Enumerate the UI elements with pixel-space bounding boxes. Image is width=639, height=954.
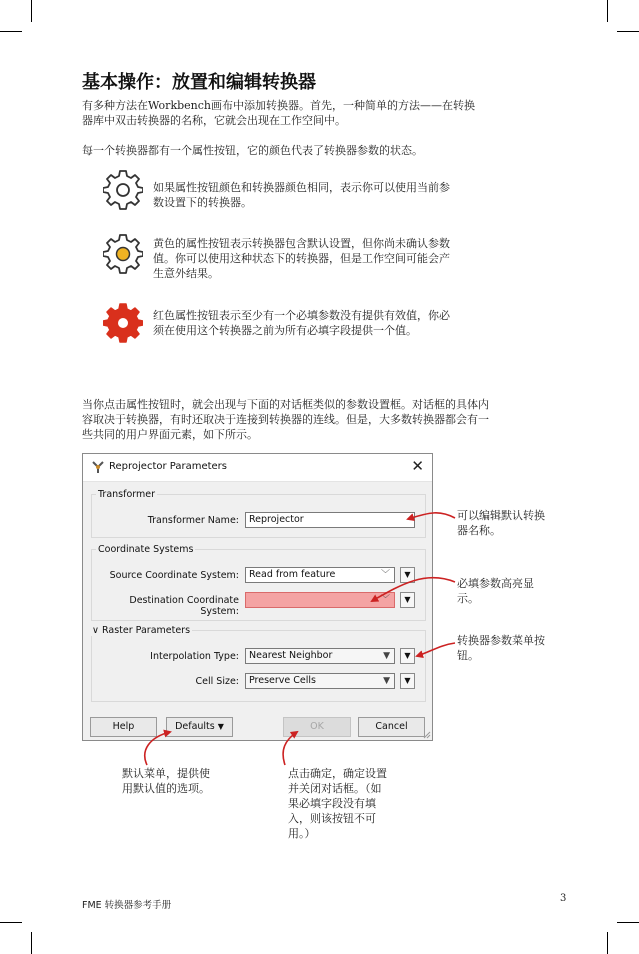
dropdown-arrow-icon: ▼ (217, 722, 224, 731)
bullet-text: 红色属性按钮表示至少有一个必填参数没有提供有效值，你必 须在使用这个转换器之前为所有必填字段提供一个值。 (153, 309, 450, 337)
cell-size-label: Cell Size: (195, 676, 239, 687)
source-coordinate-label: Source Coordinate System: (109, 570, 239, 581)
crop-mark (617, 922, 639, 923)
gear-red-icon (103, 303, 143, 343)
close-icon[interactable]: ✕ (411, 457, 424, 475)
annotation-defaults: 默认菜单，提供使 用默认值的选项。 (122, 767, 210, 795)
annotation-ok: 点击确定，确定设置 并关闭对话框。（如 果必填字段没有填 入，则该按钮不可 用。） (288, 767, 387, 840)
annotation-edit-name: 可以编辑默认转换 器名称。 (457, 509, 545, 537)
cell-size-menu-button[interactable]: ▼ (400, 673, 415, 689)
page-number: 3 (560, 893, 567, 904)
dialog-title: Reprojector Parameters (109, 461, 228, 472)
interpolation-label: Interpolation Type: (150, 651, 239, 662)
crop-mark (31, 932, 32, 954)
gear-yellow-icon (103, 234, 143, 274)
crop-mark (0, 922, 22, 923)
ok-button[interactable]: OK (283, 717, 351, 737)
intro-line: 器库中双击转换器的名称，它就会出现在工作空间中。 (82, 114, 346, 127)
footer-title: FME 转换器参考手册 (82, 900, 172, 911)
gear-outline-icon (103, 170, 143, 210)
cancel-button[interactable]: Cancel (358, 717, 425, 737)
crop-mark (617, 31, 639, 32)
dialog-titlebar (83, 454, 432, 482)
destination-coordinate-select[interactable] (245, 592, 395, 608)
intro-line: 有多种方法在Workbench画布中添加转换器。首先，一种简单的方法——在转换 (82, 99, 475, 112)
reprojector-app-icon (91, 460, 105, 474)
crop-mark (31, 0, 32, 22)
interpolation-menu-button[interactable]: ▼ (400, 648, 415, 664)
interpolation-select[interactable]: Nearest Neighbor ▼ (245, 648, 395, 664)
dialog-intro: 当你点击属性按钮时，就会出现与下面的对话框类似的参数设置框。对话框的具体内 容取决于转换器，有时还取决于连接到转换器的连线。但是，大多数转换器都会有一 些共同的用户界面元素，如下所示。 (82, 398, 489, 441)
crop-mark (0, 31, 22, 32)
group-label[interactable]: ∨ Raster Parameters (92, 625, 191, 636)
help-button[interactable]: Help (90, 717, 157, 737)
bullet-text: 如果属性按钮颜色和转换器颜色相同，表示你可以使用当前参 数设置下的转换器。 (153, 181, 450, 209)
annotation-required: 必填参数高亮显 示。 (457, 577, 534, 605)
source-coordinate-select[interactable]: Read from feature ﹀ (245, 567, 395, 583)
dropdown-arrow-icon: ▼ (383, 676, 390, 686)
group-label: Transformer (98, 489, 156, 500)
page-title: 基本操作：放置和编辑转换器 (82, 72, 316, 93)
destination-menu-button[interactable]: ▼ (400, 592, 415, 608)
resize-grip-icon[interactable] (423, 731, 431, 739)
transformer-name-label: Transformer Name: (147, 515, 239, 526)
crop-mark (607, 0, 608, 22)
defaults-button[interactable]: Defaults ▼ (166, 717, 233, 737)
chevron-down-icon: ﹀ (380, 570, 390, 580)
destination-coordinate-label: Destination Coordinate System: (129, 595, 239, 617)
cell-size-select[interactable]: Preserve Cells ▼ (245, 673, 395, 689)
bullet-text: 黄色的属性按钮表示转换器包含默认设置，但你尚未确认参数 值。你可以使用这种状态下的转换器，但是工作空间可能会产 生意外结果。 (153, 237, 450, 280)
crop-mark (607, 932, 608, 954)
properties-intro: 每一个转换器都有一个属性按钮，它的颜色代表了转换器参数的状态。 (82, 144, 423, 157)
dropdown-arrow-icon: ▼ (383, 651, 390, 661)
annotation-menu: 转换器参数菜单按 钮。 (457, 634, 545, 662)
collapse-icon: ∨ (92, 625, 99, 636)
source-menu-button[interactable]: ▼ (400, 567, 415, 583)
transformer-name-input[interactable]: Reprojector (245, 512, 415, 528)
intro-paragraph (82, 98, 546, 128)
parameters-dialog (82, 453, 433, 741)
raster-group (91, 630, 426, 702)
chevron-down-icon: ﹀ (380, 595, 390, 605)
group-label: Coordinate Systems (98, 544, 194, 555)
